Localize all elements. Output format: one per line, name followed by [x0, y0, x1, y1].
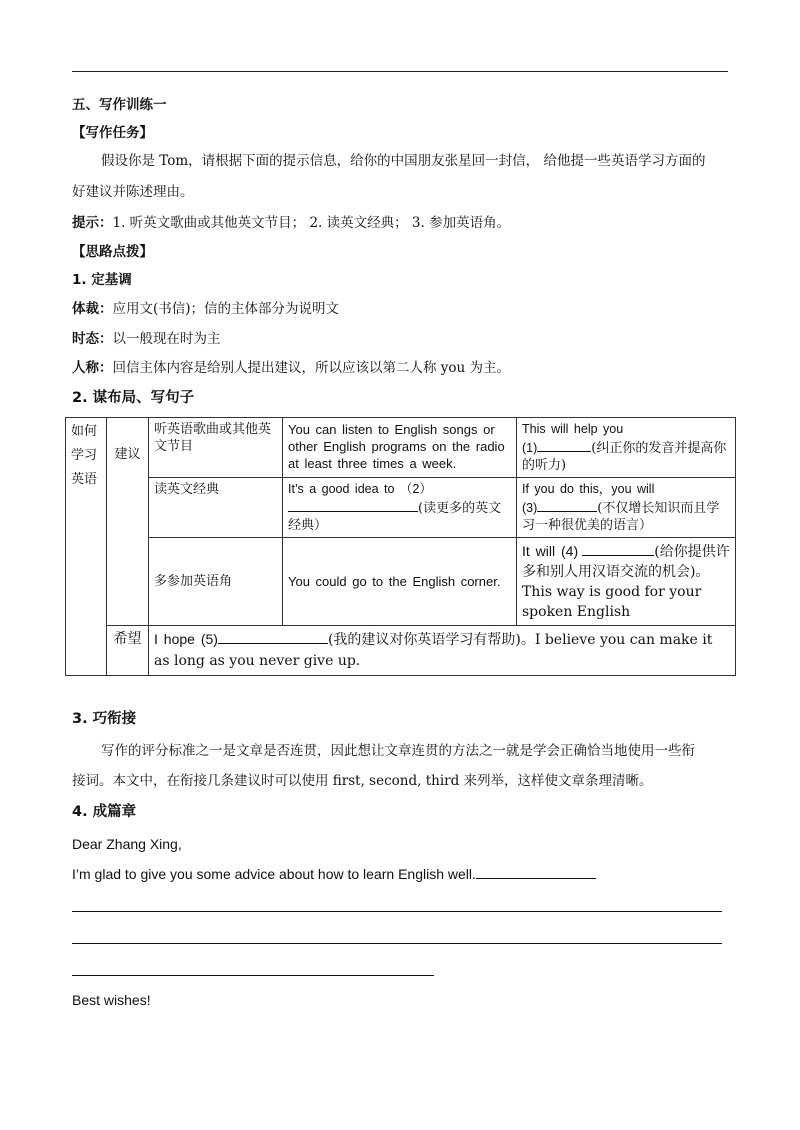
step3-line-1: 写作的评分标准之一是文章是否连贯，因此想让文章连贯的方法之一就是学会正确恰当地使用一些衔 — [101, 743, 695, 759]
hope-content-cell — [149, 626, 736, 676]
step1-title: 1. 定基调 — [72, 272, 132, 288]
header-rule — [72, 71, 728, 72]
result-1-pre: This will help you — [522, 422, 624, 436]
item-3: 多参加英语角 — [154, 574, 233, 589]
item-cell-1 — [149, 418, 283, 478]
opening-text: I’m glad to give you some advice about how to learn English well. — [72, 866, 476, 882]
blank-4[interactable] — [582, 542, 654, 556]
tense-line — [72, 329, 221, 349]
person-text: 回信主体内容是给别人提出建议，所以应该以第二人称 you 为主。 — [112, 360, 511, 376]
item-cell-3 — [149, 538, 283, 626]
result-1-hint: (纠正你的发音并提高你的听力) — [522, 441, 727, 473]
item-2: 读英文经典 — [154, 482, 220, 497]
genre-text: 应用文(书信)；信的主体部分为说明文 — [112, 301, 340, 317]
sentence-cell-1 — [283, 418, 517, 478]
sentence-cell-3 — [283, 538, 517, 626]
item-1: 听英语歌曲或其他英文节目 — [154, 422, 272, 454]
writing-line-1[interactable] — [72, 911, 722, 912]
result-2-pre: If you do this，you will — [522, 482, 655, 496]
step2-title: 2. 谋布局、写句子 — [72, 390, 195, 406]
section-title: 五、写作训练一 — [72, 97, 167, 113]
writing-line-3[interactable] — [72, 975, 434, 976]
sentence-3: You could go to the English corner. — [288, 574, 501, 589]
blank-1-num: (1) — [522, 441, 538, 455]
hope-cell — [107, 626, 149, 676]
task-line-1: 假设你是 Tom，请根据下面的提示信息，给你的中国朋友张星回一封信， 给他提一些英语学习方面的 — [101, 153, 706, 169]
genre-line — [72, 299, 339, 319]
blank-1[interactable] — [537, 438, 591, 452]
topic-cell — [66, 418, 107, 676]
step3-title: 3. 巧衔接 — [72, 711, 137, 727]
sentence-2-pre: It’s a good idea to （2） — [288, 482, 432, 496]
step3-line-2: 接词。本文中，在衔接几条建议时可以使用 first, second, third 来列举，这样使文章条理清晰。 — [72, 773, 653, 789]
result-2-hint: (不仅增长知识而且学习一种很优美的语言） — [522, 501, 720, 533]
hint-label: 提示： — [72, 215, 113, 231]
topic-label: 如何学习英语 — [71, 424, 98, 487]
tense-text: 以一般现在时为主 — [112, 331, 221, 347]
result-cell-3 — [517, 538, 736, 626]
closing: Best wishes! — [72, 992, 151, 1008]
opening-blank[interactable] — [476, 864, 596, 879]
person-label: 人称： — [72, 360, 113, 376]
suggest-cell — [107, 418, 149, 626]
writing-line-2[interactable] — [72, 943, 722, 944]
sentence-cell-2 — [283, 478, 517, 538]
blank-5[interactable] — [218, 630, 328, 644]
person-line — [72, 358, 510, 378]
hope-pre: I hope (5) — [154, 631, 218, 647]
tense-label: 时态： — [72, 331, 113, 347]
genre-label: 体裁： — [72, 301, 113, 317]
result-3-pre: It will (4) — [522, 543, 579, 559]
blank-3[interactable] — [537, 498, 597, 512]
blank-2[interactable] — [288, 498, 418, 512]
guide-heading: 【思路点拨】 — [72, 244, 153, 260]
blank-3-num: (3) — [522, 501, 538, 515]
sentence-1: You can listen to English songs or other English programs on the radio at least three times a week. — [288, 422, 505, 471]
task-line-2: 好建议并陈述理由。 — [72, 184, 194, 200]
task-heading: 【写作任务】 — [72, 125, 153, 141]
opening-sentence — [72, 864, 596, 884]
result-cell-1 — [517, 418, 736, 478]
hint-line — [72, 213, 510, 233]
salutation: Dear Zhang Xing, — [72, 836, 182, 852]
suggest-label: 建议 — [114, 447, 141, 462]
item-cell-2 — [149, 478, 283, 538]
result-cell-2 — [517, 478, 736, 538]
step4-title: 4. 成篇章 — [72, 804, 137, 820]
sentence-2-hint: (读更多的英文经典） — [288, 501, 502, 533]
plan-table — [65, 417, 736, 676]
hope-label: 希望 — [113, 631, 142, 647]
result-3-hint: (给你提供许多和别人用汉语交流的机会)。This way is good for your spoken English — [522, 544, 730, 620]
hope-hint: (我的建议对你英语学习有帮助)。I believe you can make it as long as you never give up. — [154, 632, 713, 669]
hint-text: 1. 听英文歌曲或其他英文节目； 2. 读英文经典； 3. 参加英语角。 — [112, 215, 511, 231]
